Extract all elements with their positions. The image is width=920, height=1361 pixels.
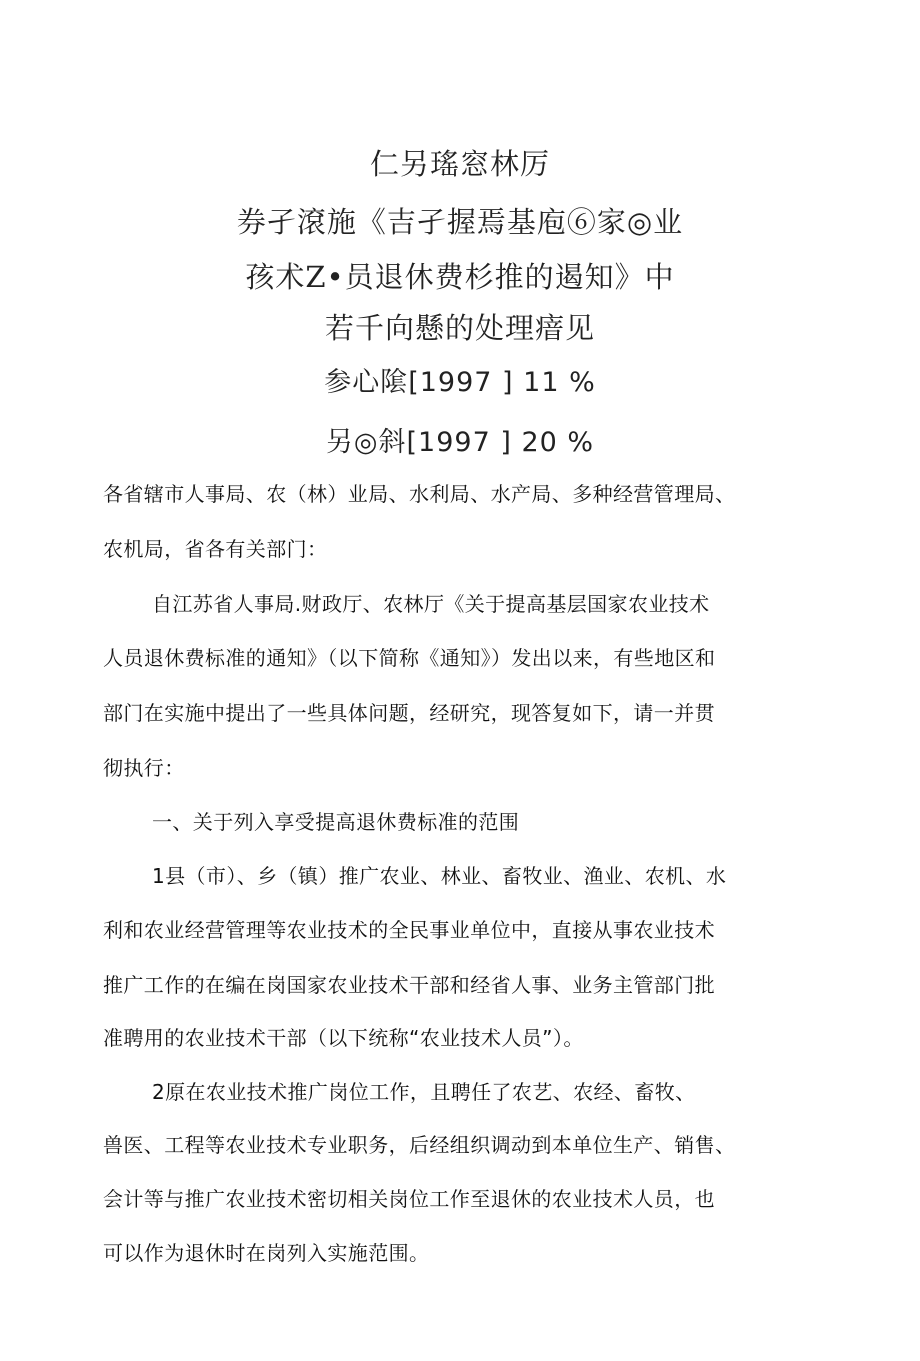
item-1-line-1: 1县（市）、乡（镇）推广农业、林业、畜牧业、渔业、农机、水 (152, 864, 727, 888)
addressee-line-2: 农机局，省各有关部门： (103, 537, 328, 561)
item-2-line-2: 兽医、工程等农业技术专业职务，后经组织调动到本单位生产、销售、 (103, 1133, 736, 1157)
title-line-4: 若千向懸的处理瘖见 (324, 311, 595, 345)
intro-line-1: 自江苏省人事局.财政厅、农林厅《关于提高基层国家农业技术 (152, 592, 710, 616)
intro-line-4: 彻执行： (103, 756, 185, 780)
doc-ref-2: 另◎斜[1997 ] 20 % (325, 427, 595, 458)
title-line-3: 孩术Z•员退休费杉推的遏知》中 (245, 260, 675, 294)
item-2-line-1: 2原在农业技术推广岗位工作，且聘任了农艺、农经、畜牧、 (152, 1080, 696, 1104)
title-line-2: 券孑滾施《吉孑握焉基庖⑥家◎业 (236, 205, 684, 239)
item-2-line-4: 可以作为退休时在岗列入实施范围。 (103, 1241, 430, 1265)
section-1-heading: 一、关于列入享受提高退休费标准的范围 (152, 810, 520, 834)
doc-ref-1: 参心隂[1997 ] 11 % (324, 367, 596, 398)
item-1-line-3: 推广工作的在编在岗国家农业技术干部和经省人事、业务主管部门批 (103, 973, 715, 997)
title-line-1: 仁另瑤窓林厉 (369, 147, 550, 181)
item-2-line-3: 会计等与推广农业技术密切相关岗位工作至退休的农业技术人员，也 (103, 1187, 715, 1211)
item-1-line-4: 准聘用的农业技术干部（以下统称“农业技术人员”）。 (103, 1026, 584, 1050)
intro-line-2: 人员退休费标准的通知》（以下简称《通知》）发出以来，有些地区和 (103, 646, 716, 670)
intro-line-3: 部门在实施中提出了一些具体问题，经研究，现答复如下，请一并贯 (103, 701, 715, 725)
addressee-line-1: 各省辖市人事局、农（林）业局、水利局、水产局、多种经营管理局、 (103, 482, 736, 506)
item-1-line-2: 利和农业经营管理等农业技术的全民事业单位中，直接从事农业技术 (103, 918, 715, 942)
